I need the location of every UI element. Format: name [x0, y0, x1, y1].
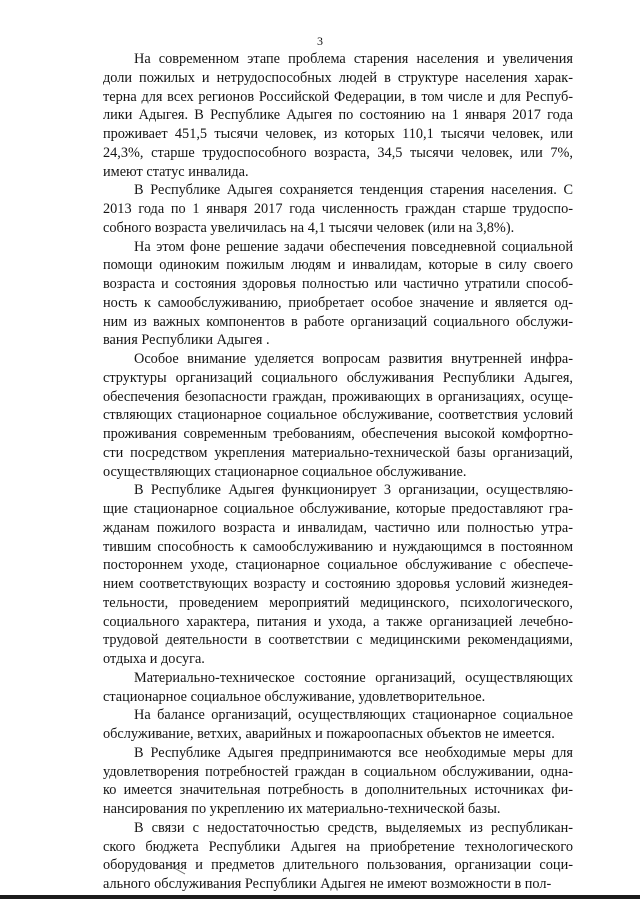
text-line: отдыха и досуга. — [103, 651, 205, 667]
paragraph — [103, 819, 573, 894]
text-line: На этом фоне решение задачи обеспечения повседневной социальной — [134, 238, 573, 255]
text-line: нием соответствующих возрасту и состоянию здоровья условий жизнедея- — [103, 576, 573, 592]
text-line: ко имеется значительная потребность в дополнительных источниках фи- — [103, 782, 573, 799]
text-line: проживает 451,5 тысячи человек, из которых 110,1 тысячи человек, или — [103, 126, 573, 142]
document-body — [103, 50, 573, 894]
text-line: В связи с недостаточностью средств, выделяемых из республикан- — [134, 819, 573, 836]
paragraph — [103, 744, 573, 819]
paragraph — [103, 669, 573, 707]
text-line: собного возраста увеличилась на 4,1 тысячи человек (или на 3,8%). — [103, 219, 515, 236]
text-line: 24,3%, старше трудоспособного возраста, 34,5 тысячи человек, или 7%, — [103, 144, 573, 161]
text-line: обеспечения безопасности граждан, проживающих в организациях, осуще- — [103, 388, 573, 405]
paragraph — [103, 350, 573, 481]
text-line: удовлетворения потребностей граждан в социальном обслуживании, одна- — [103, 763, 573, 780]
paragraph — [103, 481, 573, 669]
text-line: На балансе организаций, осуществляющих стационарное социальное — [134, 707, 573, 724]
text-line: социального характера, питания и ухода, а также организацией лечебно- — [103, 613, 573, 630]
text-line: Особое внимание уделяется вопросам развития внутренней инфра- — [134, 351, 573, 367]
text-line: осуществляющих стационарное социальное обслуживание. — [103, 463, 467, 480]
text-line: доли пожилых и нетрудоспособных людей в структуре населения харак- — [103, 69, 573, 86]
text-line: возраста и состояния здоровья полностью или частично утратили способ- — [103, 276, 573, 292]
text-line: постороннем уходе, стационарное социальное обслуживание с обеспече- — [103, 557, 573, 574]
text-line: 2013 года по 1 января 2017 года численность граждан старше трудоспо- — [103, 201, 573, 217]
text-line: В Республике Адыгея сохраняется тенденция старения населения. С — [134, 182, 573, 199]
text-line: имеют статус инвалида. — [103, 163, 249, 180]
text-line: помощи одиноким пожилым людям и инвалидам, которые в силу своего — [103, 257, 573, 274]
page-bottom-rule — [0, 895, 640, 899]
text-line: стационарное социальное обслуживание, удовлетворительное. — [103, 688, 486, 705]
text-line: оборудования и предметов длительного пользования, организации соци- — [103, 857, 573, 874]
text-line: ствляющих стационарное социальное обслуживание, соответствия условий — [103, 407, 573, 424]
paragraph — [103, 706, 573, 744]
text-line: трудовой деятельности в соответствии с медицинскими рекомендациями, — [103, 632, 573, 649]
text-line: терна для всех регионов Российской Федерации, в том числе и для Респуб- — [103, 88, 573, 105]
text-line: обслуживание, ветхих, аварийных и пожароопасных объектов не имеется. — [103, 726, 555, 742]
text-line: тельности, проведением мероприятий медицинского, психологического, — [103, 594, 573, 611]
text-line: щие стационарное социальное обслуживание, которые предоставляют гра- — [103, 501, 573, 517]
text-line: ального обслуживания Республики Адыгея не имеют возможности в пол- — [103, 876, 552, 892]
paragraph — [103, 50, 573, 181]
paragraph — [103, 238, 573, 351]
text-line: тившим способность к самообслуживанию и нуждающимся в постоянном — [103, 538, 573, 555]
text-line: В Республике Адыгея предпринимаются все необходимые меры для — [134, 744, 573, 761]
text-line: вания Республики Адыгея . — [103, 332, 270, 349]
text-line: жданам пожилого возраста и инвалидам, частично или полностью утра- — [103, 519, 573, 536]
text-line: ность к самообслуживанию, приобретает особое значение и является од- — [103, 294, 573, 311]
text-line: На современном этапе проблема старения населения и увеличения — [134, 51, 573, 67]
text-line: Материально-техническое состояние организаций, осуществляющих — [134, 669, 573, 686]
page-number: 3 — [317, 34, 323, 48]
scan-artifact-mark — [167, 862, 187, 876]
text-line: проживания современным требованиям, обеспечения высокой комфортно- — [103, 426, 573, 442]
text-line: структуры организаций социального обслуживания Республики Адыгея, — [103, 369, 573, 386]
text-line: нансирования по укреплению их материально-технической базы. — [103, 801, 501, 817]
text-line: ним из важных компонентов в работе организаций социального обслужи- — [103, 313, 573, 330]
text-line: лики Адыгея. В Республике Адыгея по состоянию на 1 января 2017 года — [103, 107, 573, 124]
text-line: В Республике Адыгея функционирует 3 организации, осуществляю- — [134, 482, 573, 499]
text-line: ского бюджета Республики Адыгея на приобретение технологического — [103, 838, 573, 855]
paragraph — [103, 181, 573, 237]
text-line: сти посредством укрепления материально-технической базы организаций, — [103, 444, 573, 461]
